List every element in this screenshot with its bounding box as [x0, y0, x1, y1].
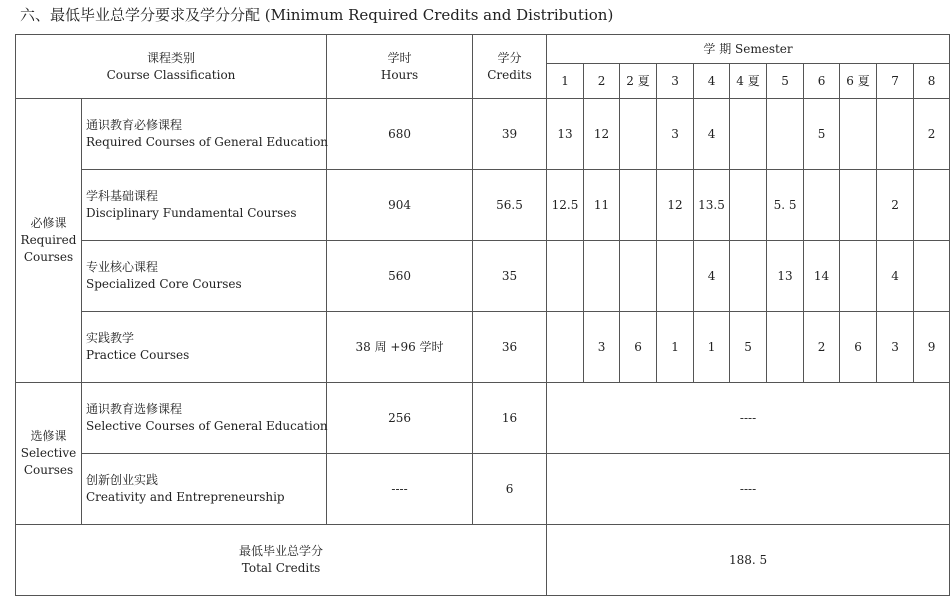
semester-cell: 9 [914, 312, 950, 383]
course-name: 专业核心课程 Specialized Core Courses [82, 241, 327, 312]
semester-label: 2 [584, 64, 620, 99]
semester-header: 学 期 Semester [547, 35, 950, 64]
hours-cell: ---- [327, 454, 473, 525]
semester-cell: 4 [877, 241, 914, 312]
semester-cell: 11 [584, 170, 620, 241]
semester-label: 1 [547, 64, 584, 99]
semester-cell [620, 170, 657, 241]
semester-cell [547, 241, 584, 312]
semester-label: 6 夏 [840, 64, 877, 99]
required-group-label: 必修课 Required Courses [16, 99, 82, 383]
semester-cell: 4 [694, 99, 730, 170]
semester-label: 5 [767, 64, 804, 99]
semester-cell: 12.5 [547, 170, 584, 241]
hours-cell: 680 [327, 99, 473, 170]
semester-label: 7 [877, 64, 914, 99]
semester-cell: 3 [657, 99, 694, 170]
semester-cell: 2 [877, 170, 914, 241]
semester-cell [730, 241, 767, 312]
total-row [16, 525, 950, 596]
credits-cell: 36 [473, 312, 547, 383]
hours-cell: 560 [327, 241, 473, 312]
course-name: 通识教育选修课程 Selective Courses of General Education [82, 383, 327, 454]
course-name: 实践教学 Practice Courses [82, 312, 327, 383]
semester-cell: 1 [657, 312, 694, 383]
credits-table [15, 34, 950, 596]
semester-cell [547, 312, 584, 383]
semester-cell: 6 [620, 312, 657, 383]
credits-header: 学分 Credits [473, 35, 547, 99]
semester-label: 8 [914, 64, 950, 99]
total-label: 最低毕业总学分 Total Credits [16, 525, 547, 596]
credits-cell: 35 [473, 241, 547, 312]
semester-cell: 3 [877, 312, 914, 383]
semester-cell: 13 [547, 99, 584, 170]
section-heading: 六、最低毕业总学分要求及学分分配 (Minimum Required Credits and Distribution) [20, 6, 614, 24]
semester-cell [730, 99, 767, 170]
semester-cell: 5. 5 [767, 170, 804, 241]
semester-label: 3 [657, 64, 694, 99]
semester-cell: 4 [694, 241, 730, 312]
semester-cell [840, 99, 877, 170]
semester-cell [730, 170, 767, 241]
semester-cell: 13 [767, 241, 804, 312]
table-row [16, 170, 950, 241]
table-row [16, 99, 950, 170]
table-row [16, 454, 950, 525]
semester-span-cell: ---- [547, 454, 950, 525]
semester-cell: 3 [584, 312, 620, 383]
semester-cell [767, 312, 804, 383]
semester-cell [767, 99, 804, 170]
selective-group-label: 选修课 Selective Courses [16, 383, 82, 525]
semester-cell: 5 [804, 99, 840, 170]
table-row [16, 383, 950, 454]
semester-cell [584, 241, 620, 312]
semester-cell [657, 241, 694, 312]
hours-cell: 904 [327, 170, 473, 241]
semester-label: 2 夏 [620, 64, 657, 99]
hours-cell: 38 周 +96 学时 [327, 312, 473, 383]
course-name: 学科基础课程 Disciplinary Fundamental Courses [82, 170, 327, 241]
semester-cell: 6 [840, 312, 877, 383]
semester-cell [840, 170, 877, 241]
semester-cell: 1 [694, 312, 730, 383]
credits-cell: 56.5 [473, 170, 547, 241]
credits-cell: 39 [473, 99, 547, 170]
header-row-1 [16, 35, 950, 64]
semester-label: 4 夏 [730, 64, 767, 99]
credits-cell: 16 [473, 383, 547, 454]
semester-cell [620, 241, 657, 312]
semester-cell: 13.5 [694, 170, 730, 241]
course-name: 通识教育必修课程 Required Courses of General Education [82, 99, 327, 170]
total-value: 188. 5 [547, 525, 950, 596]
semester-cell [914, 241, 950, 312]
semester-cell [804, 170, 840, 241]
course-name: 创新创业实践 Creativity and Entrepreneurship [82, 454, 327, 525]
semester-label: 4 [694, 64, 730, 99]
semester-cell: 5 [730, 312, 767, 383]
semester-label: 6 [804, 64, 840, 99]
table-row [16, 312, 950, 383]
semester-cell: 2 [914, 99, 950, 170]
semester-cell: 14 [804, 241, 840, 312]
semester-cell [914, 170, 950, 241]
table-row [16, 241, 950, 312]
semester-cell [877, 99, 914, 170]
hours-cell: 256 [327, 383, 473, 454]
semester-cell [840, 241, 877, 312]
classification-header: 课程类别 Course Classification [16, 35, 327, 99]
semester-cell [620, 99, 657, 170]
credits-cell: 6 [473, 454, 547, 525]
hours-header: 学时 Hours [327, 35, 473, 99]
semester-cell: 2 [804, 312, 840, 383]
semester-cell: 12 [584, 99, 620, 170]
semester-span-cell: ---- [547, 383, 950, 454]
semester-cell: 12 [657, 170, 694, 241]
